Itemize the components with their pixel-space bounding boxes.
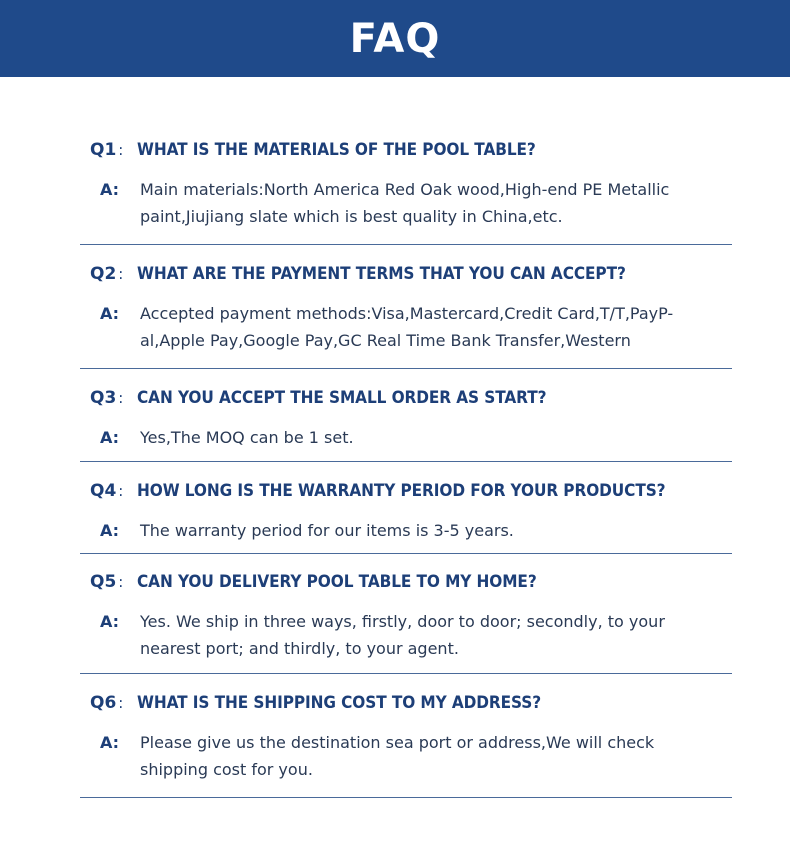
answer-line: The warranty period for our items is 3-5 years. — [140, 521, 514, 540]
question-number: Q3 — [90, 388, 117, 408]
question-separator: : — [118, 141, 124, 159]
question-number: Q6 — [90, 693, 117, 713]
question-text: HOW LONG IS THE WARRANTY PERIOD FOR YOUR PRODUCTS? — [137, 481, 666, 500]
question-number: Q5 — [90, 572, 117, 592]
answer-line: shipping cost for you. — [140, 760, 313, 779]
answer-label: A: — [100, 521, 120, 540]
answer-label: A: — [100, 428, 120, 447]
question-separator: : — [118, 694, 124, 712]
answer-row — [100, 517, 700, 544]
question-number: Q1 — [90, 140, 117, 160]
faq-header — [0, 0, 790, 77]
divider — [80, 244, 732, 245]
answer-line: Yes,The MOQ can be 1 set. — [140, 428, 354, 447]
question-text: CAN YOU ACCEPT THE SMALL ORDER AS START? — [137, 388, 547, 407]
answer-row — [100, 176, 700, 230]
page-title: FAQ — [349, 15, 441, 62]
divider — [80, 673, 732, 674]
question-separator: : — [118, 389, 124, 407]
question-number: Q4 — [90, 481, 117, 501]
answer-label: A: — [100, 180, 120, 199]
answer-line: Yes. We ship in three ways, firstly, door to door; secondly, to your — [140, 612, 665, 631]
divider — [80, 797, 732, 798]
question-row — [90, 693, 572, 713]
question-separator: : — [118, 482, 124, 500]
question-separator: : — [118, 573, 124, 591]
question-text: WHAT IS THE SHIPPING COST TO MY ADDRESS? — [137, 693, 542, 712]
question-row — [90, 572, 567, 592]
answer-line: nearest port; and thirdly, to your agent. — [140, 639, 459, 658]
divider — [80, 368, 732, 369]
question-row — [90, 481, 706, 501]
answer-line: Main materials:North America Red Oak wood,High-end PE Metallic — [140, 180, 670, 199]
answer-row — [100, 729, 700, 783]
answer-text — [140, 517, 700, 544]
question-text: WHAT IS THE MATERIALS OF THE POOL TABLE? — [137, 140, 537, 159]
answer-label: A: — [100, 733, 120, 752]
question-row — [90, 388, 578, 408]
answer-row — [100, 608, 700, 662]
answer-line: Accepted payment methods:Visa,Mastercard,Credit Card,T/T,PayP- — [140, 304, 674, 323]
answer-text — [140, 608, 700, 662]
answer-line: al,Apple Pay,Google Pay,GC Real Time Bank Transfer,Western — [140, 331, 631, 350]
answer-row — [100, 424, 700, 451]
question-text: CAN YOU DELIVERY POOL TABLE TO MY HOME? — [137, 572, 537, 591]
answer-text — [140, 729, 700, 783]
question-text: WHAT ARE THE PAYMENT TERMS THAT YOU CAN ACCEPT? — [137, 264, 627, 283]
answer-text — [140, 176, 700, 230]
divider — [80, 461, 732, 462]
answer-line: paint,Jiujiang slate which is best quality in China,etc. — [140, 207, 563, 226]
answer-text — [140, 300, 700, 354]
question-row — [90, 264, 663, 284]
divider — [80, 553, 732, 554]
answer-line: Please give us the destination sea port or address,We will check — [140, 733, 655, 752]
answer-label: A: — [100, 612, 120, 631]
answer-row — [100, 300, 700, 354]
answer-label: A: — [100, 304, 120, 323]
question-number: Q2 — [90, 264, 117, 284]
question-separator: : — [118, 265, 124, 283]
answer-text — [140, 424, 700, 451]
question-row — [90, 140, 566, 160]
